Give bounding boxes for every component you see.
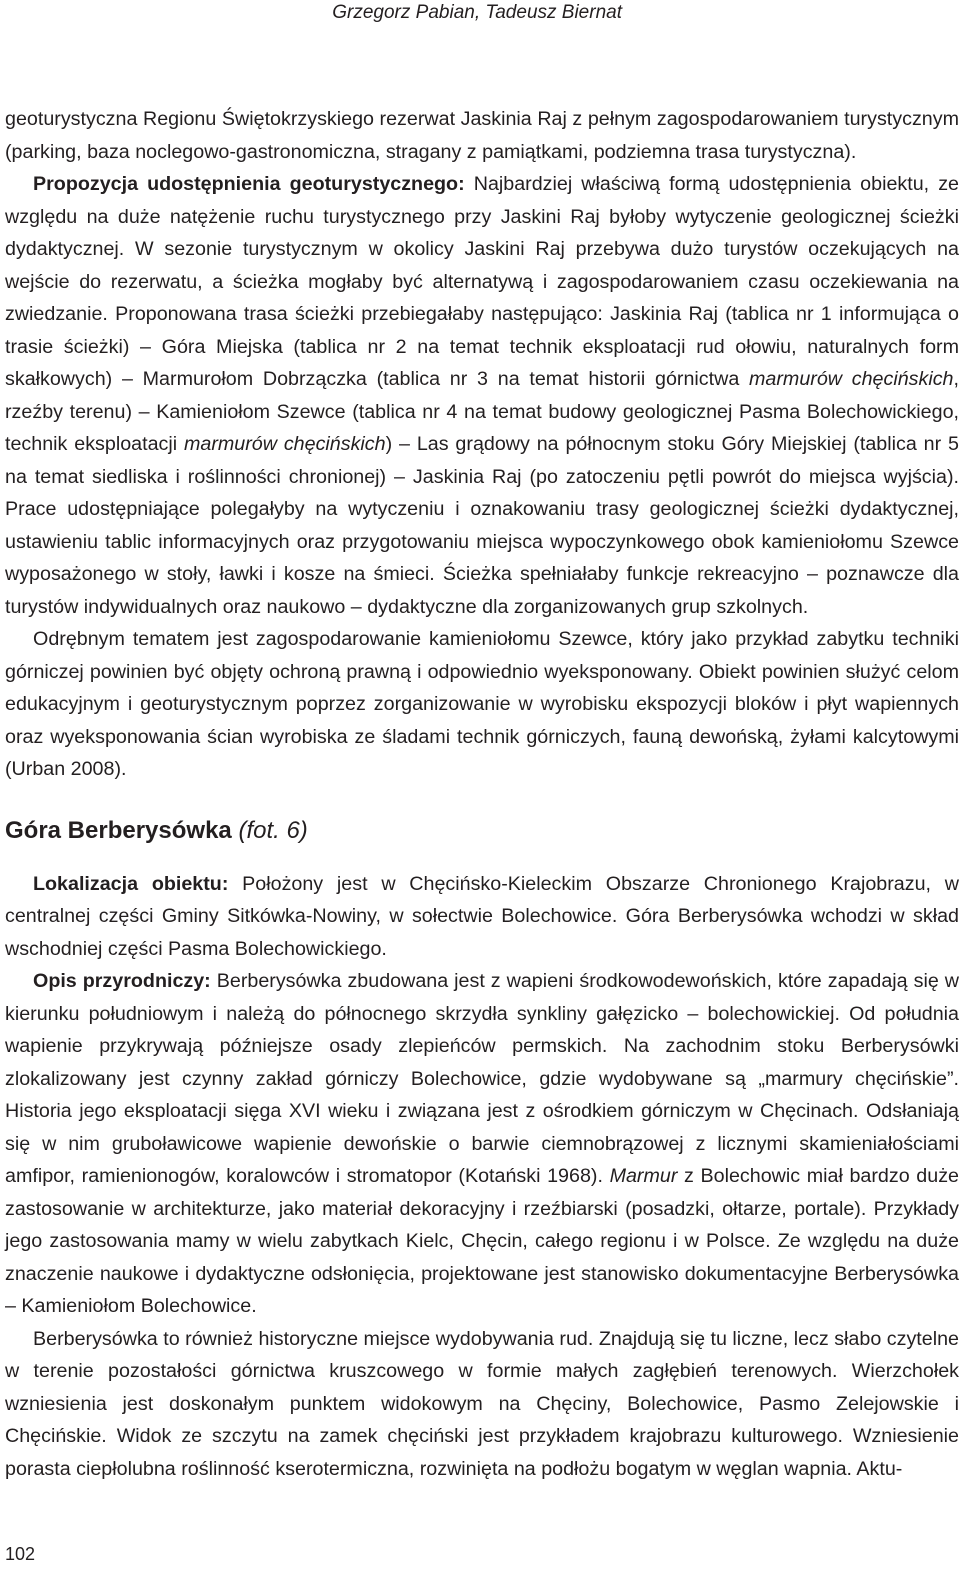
paragraph-proposal <box>5 168 959 623</box>
italic-term: marmurów chęcińskich <box>749 368 954 390</box>
page-number: 102 <box>5 1544 36 1564</box>
italic-term: Marmur <box>609 1165 678 1187</box>
heading-photo-ref: (fot. 6) <box>231 816 308 844</box>
label-proposal: Propozycja udostępnienia geoturystycznego: <box>33 173 465 195</box>
label-description: Opis przyrodniczy: <box>33 970 211 992</box>
paragraph-description <box>5 965 959 1323</box>
text-segment: Najbardziej właściwą formą udostępnienia obiektu, ze względu na duże natężenie ruchu turystycznego przy Jaskini Raj byłoby wytyczenie geologicznej ścieżki dydaktycznej. W sezonie turystycznym w okolicy Jaskini Raj przebywa dużo turystów oczekujących na wejście do rezerwatu, a ścieżka mogłaby być alternatywą i zagospodarowaniem czasu oczekiewania na zwiedzanie. Proponowana trasa ścieżki przebiegałaby następująco: Jaskinia Raj (tablica nr 1 informująca o trasie ścieżki) – Góra Miejska (tablica nr 2 na temat technik eksploatacji rud ołowiu, naturalnych form skałkowych) – Marmurołom Dobrzączka (tablica nr 3 na temat historii górnictwa <box>5 173 960 390</box>
italic-term: marmurów chęcińskich <box>183 433 386 455</box>
paragraph-history: Berberysówka to również historyczne miejsce wydobywania rud. Znajdują się tu liczne, lecz słabo czytelne w terenie pozostałości górnictwa kruszcowego w formie małych zagłębień terenowych. Wierzchołek wzniesienia jest doskonałym punktem widokowym na Chęciny, Bolechowice, Pasmo Zelejowskie i Chęcińskie. Widok ze szczytu na zamek chęciński jest przykładem krajobrazu kulturowego. Wzniesienie porasta ciepłolubna roślinność kserotermiczna, rozwinięta na podłożu bogatym w węglan wapnia. Aktu- <box>5 1327 959 1480</box>
section-heading <box>5 816 959 846</box>
label-location: Lokalizacja obiektu: <box>33 872 229 895</box>
text-segment: ) – Las grądowy na północnym stoku Góry Miejskiej (tablica nr 5 na temat siedliska i roślinności chronionej) – Jaskinia Raj (po zatoczeniu pętli powrót do miejsca wyjścia). Prace udostępniające polegałyby na wytyczeniu i oznakowaniu trasy geologicznej ścieżki dydaktycznej, ustawieniu tablic informacyjnych oraz przygotowaniu miejsca wypoczynkowego obok kamieniołomu Szewce wyposażonego w stoły, ławki i kosze na śmieci. Ścieżka spełniałaby funkcje rekreacyjno – poznawcze dla turystów indywidualnych oraz naukowo – dydaktyczne dla zorganizowanych grup szkolnych. <box>5 433 959 618</box>
heading-title: Góra Berberysówka <box>5 816 232 844</box>
paragraph-continuation: geoturystyczna Regionu Świętokrzyskiego rezerwat Jaskinia Raj z pełnym zagospodarowaniem turystycznym (parking, baza noclegowo-gastronomiczna, stragany z pamiątkami, podziemna trasa turystyczna). <box>5 108 959 163</box>
page-body <box>5 103 959 1485</box>
text-segment: Położony jest w Chęcińsko-Kieleckim Obszarze Chronionego Krajobrazu, w centralnej części Gminy Sitkówka-Nowiny, w sołectwie Bolechowice. Góra Berberysówka wchodzi w skład wschodniej części Pasma Bolechowickiego. <box>5 872 959 960</box>
paragraph-location <box>5 868 959 966</box>
text-segment: z Bolechowic miał bardzo duże zastosowanie w architekturze, jako materiał dekoracyjny i rzeźbiarski (posadzki, ołtarze, portale). Przykłady jego zastosowania mamy w wielu zabytkach Kielc, Chęcin, całego regionu i w Polsce. Ze względu na duże znaczenie naukowe i dydaktyczne odsłonięcia, projektowane jest stanowisko dokumentacyjne Berberysówka – Kamieniołom Bolechowice. <box>5 1165 960 1317</box>
running-header: Grzegorz Pabian, Tadeusz Biernat <box>332 2 622 23</box>
paragraph-szewce: Odrębnym tematem jest zagospodarowanie kamieniołomu Szewce, który jako przykład zabytku techniki górniczej powinien być objęty ochroną prawną i odpowiednio wyeksponowany. Obiekt powinien służyć celom edukacyjnym i geoturystycznym poprzez zorganizowanie w wyrobisku ekspozycji bloków i płyt wapiennych oraz wyeksponowania ścian wyrobiska ze śladami technik górniczych, fauną dewońską, żyłami kalcytowymi (Urban 2008). <box>5 628 959 780</box>
text-segment: , rzeźby terenu) – Kamieniołom Szewce (tablica nr 4 na temat budowy geologicznej Pasma Bolechowickiego, technik eksploatacji <box>5 368 959 455</box>
text-segment: Berberysówka zbudowana jest z wapieni środkowodewońskich, które zapadają się w kierunku południowym i należą do północnego skrzydła synkliny gałęzicko – bolechowickiej. Od południa wapienie przykrywają późniejsze osady zlepieńców permskich. Na zachodnim stoku Berberysówki zlokalizowany jest czynny zakład górniczy Bolechowice, gdzie wydobywane są „marmury chęcińskie”. Historia jego eksploatacji sięga XVI wieku i związana jest z ośrodkiem górniczym w Chęcinach. Odsłaniają się w nim gruboławicowe wapienie dewońskie o barwie ciemnobrązowej z licznymi skamieniałościami amfipor, ramienionogów, koralowców i stromatopor (Kotański 1968). <box>5 970 959 1187</box>
